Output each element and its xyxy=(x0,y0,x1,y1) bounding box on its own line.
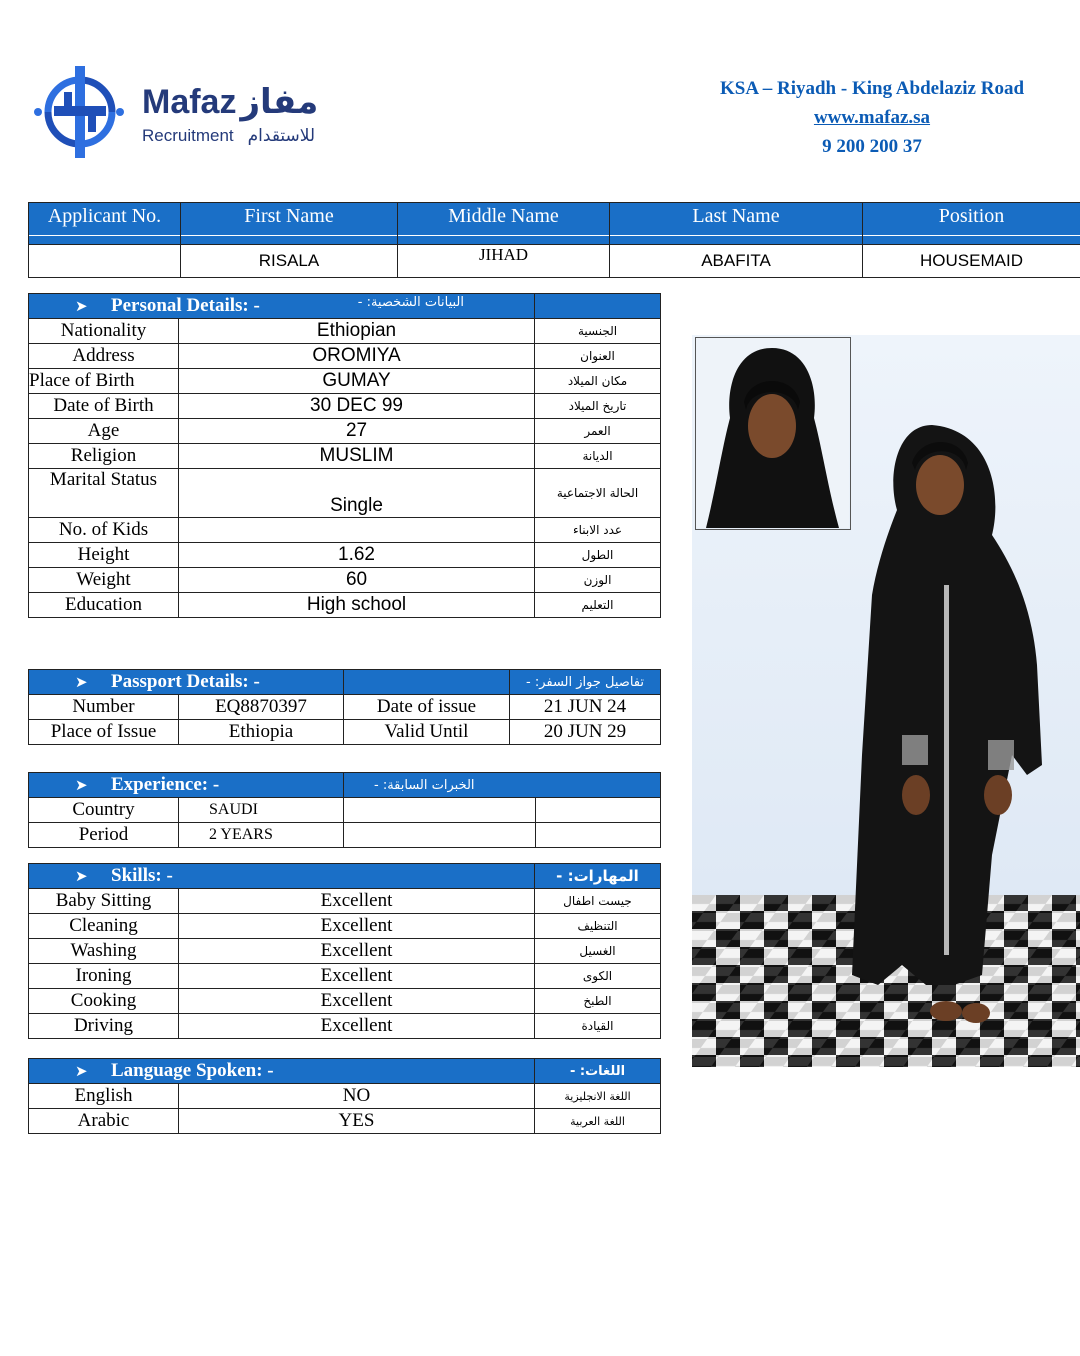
table-row xyxy=(29,543,661,568)
row-label: Education xyxy=(29,593,179,618)
row-label-ar: الكوى xyxy=(535,964,661,989)
mafaz-emblem-icon xyxy=(30,62,130,162)
table-row xyxy=(29,695,661,720)
row-label: Baby Sitting xyxy=(29,889,179,914)
brand-name-ar: مفاز xyxy=(240,82,319,122)
language-table xyxy=(28,1058,661,1134)
section-title-ar: المهارات: - xyxy=(535,864,661,889)
row-value: 27 xyxy=(179,419,535,444)
section-title-ar: اللغات: - xyxy=(535,1059,661,1084)
row-label-ar: تاريخ الميلاد xyxy=(535,394,661,419)
experience-table xyxy=(28,772,661,848)
row-label: Date of Birth xyxy=(29,394,179,419)
arrow-icon: ➤ xyxy=(75,297,88,315)
row-label: Period xyxy=(29,823,179,848)
issue-date-label: Date of issue xyxy=(344,695,510,720)
table-row xyxy=(29,319,661,344)
table-row xyxy=(29,369,661,394)
section-title: Language Spoken: - xyxy=(111,1060,274,1081)
passport-number-value: EQ8870397 xyxy=(179,695,344,720)
table-row xyxy=(29,469,661,518)
contact-phone: 9 200 200 37 xyxy=(822,136,922,157)
row-label-ar: التعليم xyxy=(535,593,661,618)
arrow-icon: ➤ xyxy=(75,1062,88,1080)
row-label-ar: اللغة العربية xyxy=(535,1109,661,1134)
table-row xyxy=(29,964,661,989)
table-row xyxy=(29,444,661,469)
row-value: GUMAY xyxy=(179,369,535,394)
row-label: Cleaning xyxy=(29,914,179,939)
row-label: Arabic xyxy=(29,1109,179,1134)
row-value: Excellent xyxy=(179,889,535,914)
row-value: Ethiopian xyxy=(179,319,535,344)
section-title: Personal Details: - xyxy=(111,295,260,316)
section-title-ar: تفاصيل جواز السفر: - xyxy=(510,670,661,695)
table-row xyxy=(29,989,661,1014)
website-link[interactable]: www.mafaz.sa xyxy=(813,107,931,128)
brand-sub-en: Recruitment xyxy=(142,126,234,145)
last-name-value: ABAFITA xyxy=(610,245,863,278)
section-title: Passport Details: - xyxy=(111,671,260,692)
brand-name-en: Mafaz xyxy=(142,83,237,121)
header-first-name: First Name xyxy=(181,203,398,236)
table-row xyxy=(29,889,661,914)
table-row xyxy=(29,939,661,964)
row-label-ar: القيادة xyxy=(535,1014,661,1039)
applicant-no-value xyxy=(29,245,181,278)
row-label-ar: مكان الميلاد xyxy=(535,369,661,394)
table-row xyxy=(29,1084,661,1109)
row-label: Place of Birth xyxy=(29,369,179,394)
row-label: Address xyxy=(29,344,179,369)
contact-address: KSA – Riyadh - King Abdelaziz Road xyxy=(719,78,1025,99)
row-label-ar: الحالة الاجتماعية xyxy=(535,469,661,518)
row-label-ar: عدد الابناء xyxy=(535,518,661,543)
issue-date-value: 21 JUN 24 xyxy=(510,695,661,720)
section-title: Experience: - xyxy=(111,774,220,795)
row-label: Washing xyxy=(29,939,179,964)
row-label: Country xyxy=(29,798,179,823)
row-label: Driving xyxy=(29,1014,179,1039)
middle-name-value: JIHAD xyxy=(398,245,610,278)
table-row xyxy=(29,419,661,444)
header-middle-name: Middle Name xyxy=(398,203,610,236)
place-of-issue-value: Ethiopia xyxy=(179,720,344,745)
place-of-issue-label: Place of Issue xyxy=(29,720,179,745)
arrow-icon: ➤ xyxy=(75,867,88,885)
passport-number-label: Number xyxy=(29,695,179,720)
table-row xyxy=(29,593,661,618)
row-label-ar: الغسيل xyxy=(535,939,661,964)
row-value: Single xyxy=(179,469,535,518)
arrow-icon: ➤ xyxy=(75,776,88,794)
row-label-ar: الديانة xyxy=(535,444,661,469)
row-value: High school xyxy=(179,593,535,618)
row-value: Excellent xyxy=(179,964,535,989)
brand-sub-ar: للاستقدام xyxy=(247,126,316,146)
row-value: Excellent xyxy=(179,1014,535,1039)
row-label: English xyxy=(29,1084,179,1109)
row-value: Excellent xyxy=(179,914,535,939)
row-label-ar: الوزن xyxy=(535,568,661,593)
table-row xyxy=(29,518,661,543)
contact-block xyxy=(692,74,1052,161)
row-value: NO xyxy=(179,1084,535,1109)
row-value: 30 DEC 99 xyxy=(179,394,535,419)
row-label-ar: العمر xyxy=(535,419,661,444)
section-title-ar: البيانات الشخصية: - xyxy=(357,295,465,310)
passport-details-table xyxy=(28,669,661,745)
row-label-ar: اللغة الانجليزية xyxy=(535,1084,661,1109)
header-last-name: Last Name xyxy=(610,203,863,236)
row-label: Nationality xyxy=(29,319,179,344)
table-row xyxy=(29,1014,661,1039)
applicant-table xyxy=(28,202,1080,278)
row-label: Weight xyxy=(29,568,179,593)
table-row xyxy=(29,344,661,369)
position-value: HOUSEMAID xyxy=(863,245,1080,278)
table-row xyxy=(29,823,661,848)
row-value: 2 YEARS xyxy=(179,823,344,848)
row-label-ar: الجنسية xyxy=(535,319,661,344)
row-value: SAUDI xyxy=(179,798,344,823)
personal-details-table xyxy=(28,293,661,618)
row-label: Religion xyxy=(29,444,179,469)
header-position: Position xyxy=(863,203,1080,236)
row-value: YES xyxy=(179,1109,535,1134)
row-value: Excellent xyxy=(179,939,535,964)
row-label-ar: العنوان xyxy=(535,344,661,369)
header-applicant-no: Applicant No. xyxy=(29,203,181,236)
row-value: OROMIYA xyxy=(179,344,535,369)
table-row xyxy=(29,914,661,939)
table-row xyxy=(29,1109,661,1134)
row-label: Cooking xyxy=(29,989,179,1014)
row-value: Excellent xyxy=(179,989,535,1014)
row-label-ar: جيست اطفال xyxy=(535,889,661,914)
row-value: 1.62 xyxy=(179,543,535,568)
table-row xyxy=(29,798,661,823)
skills-table xyxy=(28,863,661,1039)
row-label-ar: التنظيف xyxy=(535,914,661,939)
row-label: Age xyxy=(29,419,179,444)
table-row xyxy=(29,394,661,419)
company-logo xyxy=(30,60,340,170)
first-name-value: RISALA xyxy=(181,245,398,278)
section-title: Skills: - xyxy=(111,865,173,886)
table-row xyxy=(29,568,661,593)
valid-until-value: 20 JUN 29 xyxy=(510,720,661,745)
arrow-icon: ➤ xyxy=(75,673,88,691)
row-label: Marital Status xyxy=(29,469,179,518)
portrait-photo xyxy=(695,337,851,530)
row-label: Height xyxy=(29,543,179,568)
row-label-ar: الطبخ xyxy=(535,989,661,1014)
valid-until-label: Valid Until xyxy=(344,720,510,745)
row-value: MUSLIM xyxy=(179,444,535,469)
row-value: 60 xyxy=(179,568,535,593)
row-label: Ironing xyxy=(29,964,179,989)
row-label: No. of Kids xyxy=(29,518,179,543)
row-label-ar: الطول xyxy=(535,543,661,568)
section-title-ar: الخبرات السابقة: - xyxy=(344,773,661,798)
row-value xyxy=(179,518,535,543)
table-row xyxy=(29,720,661,745)
